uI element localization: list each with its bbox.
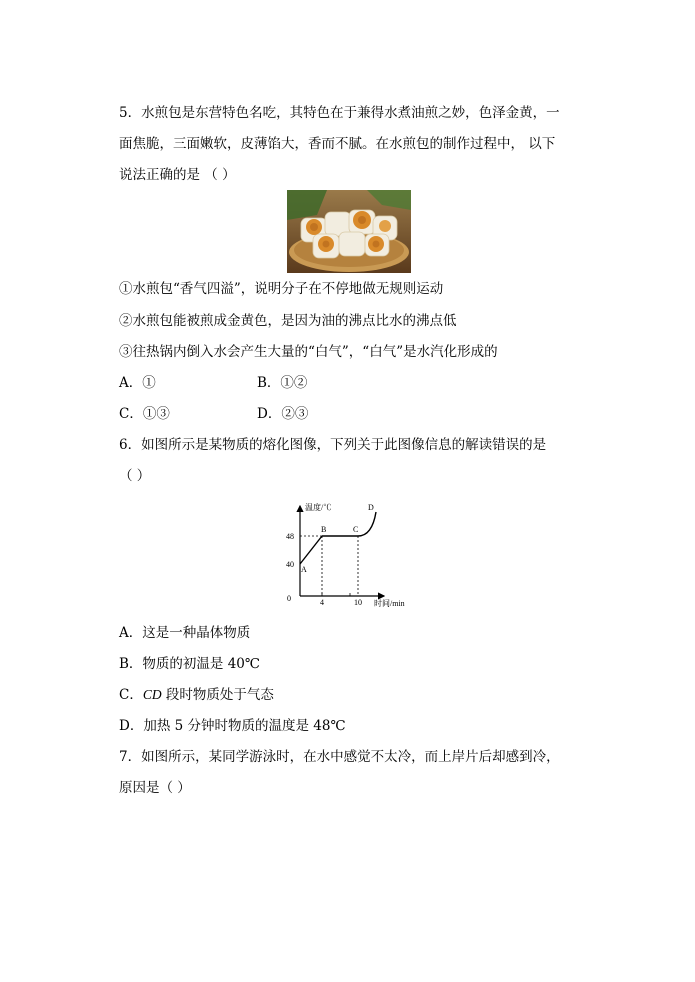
tick-label-48: 48 [286,532,294,541]
q6-option-c-rest: 段时物质处于气态 [161,687,274,703]
q6-line-2: （ ） [119,468,151,484]
point-label-b: B [321,525,327,534]
q7-line-2: 原因是（ ） [119,780,191,796]
q5-line-3: 说法正确的是 （ ） [119,167,236,183]
segment-ab [300,536,322,564]
q6-line-1: 6．如图所示是某物质的熔化图像，下列关于此图像信息的解读错误的是 [119,437,547,453]
q6-option-c-prefix: C． [119,687,143,703]
shuijianbao-photo [287,190,411,273]
point-label-d: D [368,503,374,512]
tick-label-10: 10 [354,598,362,607]
q5-statement-1: ①水煎包“香气四溢”，说明分子在不停地做无规则运动 [119,281,444,297]
tick-label-4: 4 [320,598,324,607]
q5-option-a[interactable]: A．① [119,375,156,391]
q6-option-a[interactable]: A．这是一种晶体物质 [119,625,251,641]
q6-option-c-var: CD [142,687,162,702]
segment-cd [358,512,376,536]
q5-statement-3: ③往热锅内倒入水会产生大量的“白气”，“白气”是水汽化形成的 [119,344,498,360]
point-label-c: C [353,525,359,534]
q5-line-2: 面焦脆，三面嫩软，皮薄馅大，香而不腻。在水煎包的制作过程中， 以下 [119,136,556,152]
melting-graph [278,500,420,612]
q6-option-c[interactable] [119,686,274,704]
q5-option-b[interactable]: B．①② [257,375,308,391]
x-axis-label: 时间/min [374,599,405,608]
q5-option-c[interactable]: C．①③ [119,406,170,422]
tick-label-40: 40 [286,560,294,569]
q5-option-d[interactable]: D．②③ [257,406,309,422]
q5-statement-2: ②水煎包能被煎成金黄色，是因为油的沸点比水的沸点低 [119,313,457,329]
point-label-a: A [301,565,307,574]
q7-line-1: 7．如图所示，某同学游泳时，在水中感觉不太冷，而上岸片后却感到冷， [119,749,560,765]
q6-option-b[interactable]: B．物质的初温是 40℃ [119,656,260,672]
origin-label: 0 [287,594,291,603]
q6-option-d[interactable]: D．加热 5 分钟时物质的温度是 48℃ [119,718,346,734]
q5-line-1: 5．水煎包是东营特色名吃，其特色在于兼得水煮油煎之妙，色泽金黄，一 [119,105,560,121]
y-axis-label: 温度/℃ [305,503,332,512]
